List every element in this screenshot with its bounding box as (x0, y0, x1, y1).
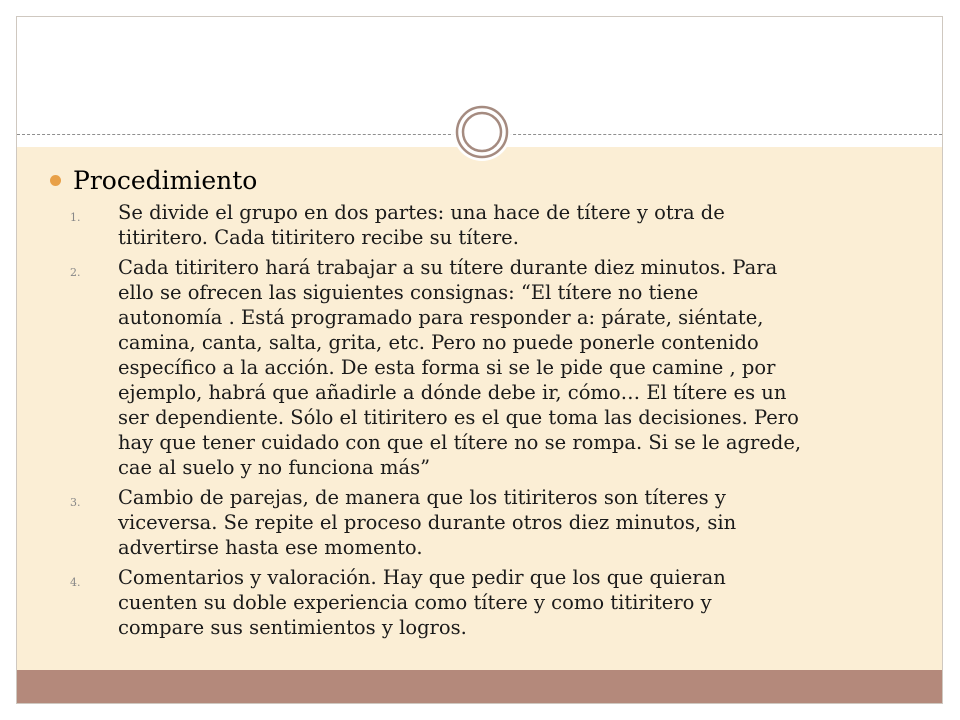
item-line: cuenten su doble experiencia como títere y como titiritero y (118, 591, 712, 614)
item-line: específico a la acción. De esta forma si se le pide que camine , por (118, 356, 776, 379)
item-number: 2. (70, 266, 81, 279)
item-line: advertirse hasta ese momento. (118, 536, 423, 559)
item-line: Se divide el grupo en dos partes: una hace de títere y otra de (118, 201, 725, 224)
item-number: 1. (70, 211, 81, 224)
item-line: Cambio de parejas, de manera que los titiriteros son títeres y (118, 486, 726, 509)
item-line: viceversa. Se repite el proceso durante otros diez minutos, sin (118, 511, 737, 534)
item-number: 4. (70, 576, 81, 589)
item-line: cae al suelo y no funciona más” (118, 456, 431, 479)
title-row (50, 160, 257, 200)
item-line: ser dependiente. Sólo el titiritero es el que toma las decisiones. Pero (118, 406, 799, 429)
procedure-item-3 (70, 485, 920, 560)
procedure-item-4 (70, 565, 920, 640)
item-number: 3. (70, 496, 81, 509)
item-line: Cada titiritero hará trabajar a su títere durante diez minutos. Para (118, 256, 778, 279)
item-line: hay que tener cuidado con que el títere no se rompa. Si se le agrede, (118, 431, 802, 454)
item-line: autonomía . Está programado para responder a: párate, siéntate, (118, 306, 764, 329)
bullet-dot-icon (50, 175, 61, 186)
procedure-list (70, 200, 920, 645)
procedure-item-1 (70, 200, 920, 250)
item-line: ello se ofrecen las siguientes consignas: “El títere no tiene (118, 281, 699, 304)
item-line: camina, canta, salta, grita, etc. Pero no puede ponerle contenido (118, 331, 759, 354)
item-line: titiritero. Cada titiritero recibe su títere. (118, 226, 519, 249)
procedure-item-2 (70, 255, 920, 480)
item-line: compare sus sentimientos y logros. (118, 616, 467, 639)
circle-ornament-icon (452, 102, 512, 162)
item-line: Comentarios y valoración. Hay que pedir que los que quieran (118, 566, 726, 589)
footer-bar (17, 670, 942, 703)
slide-title: Procedimiento (73, 165, 258, 195)
item-line: ejemplo, habrá que añadirle a dónde debe ir, cómo… El títere es un (118, 381, 787, 404)
